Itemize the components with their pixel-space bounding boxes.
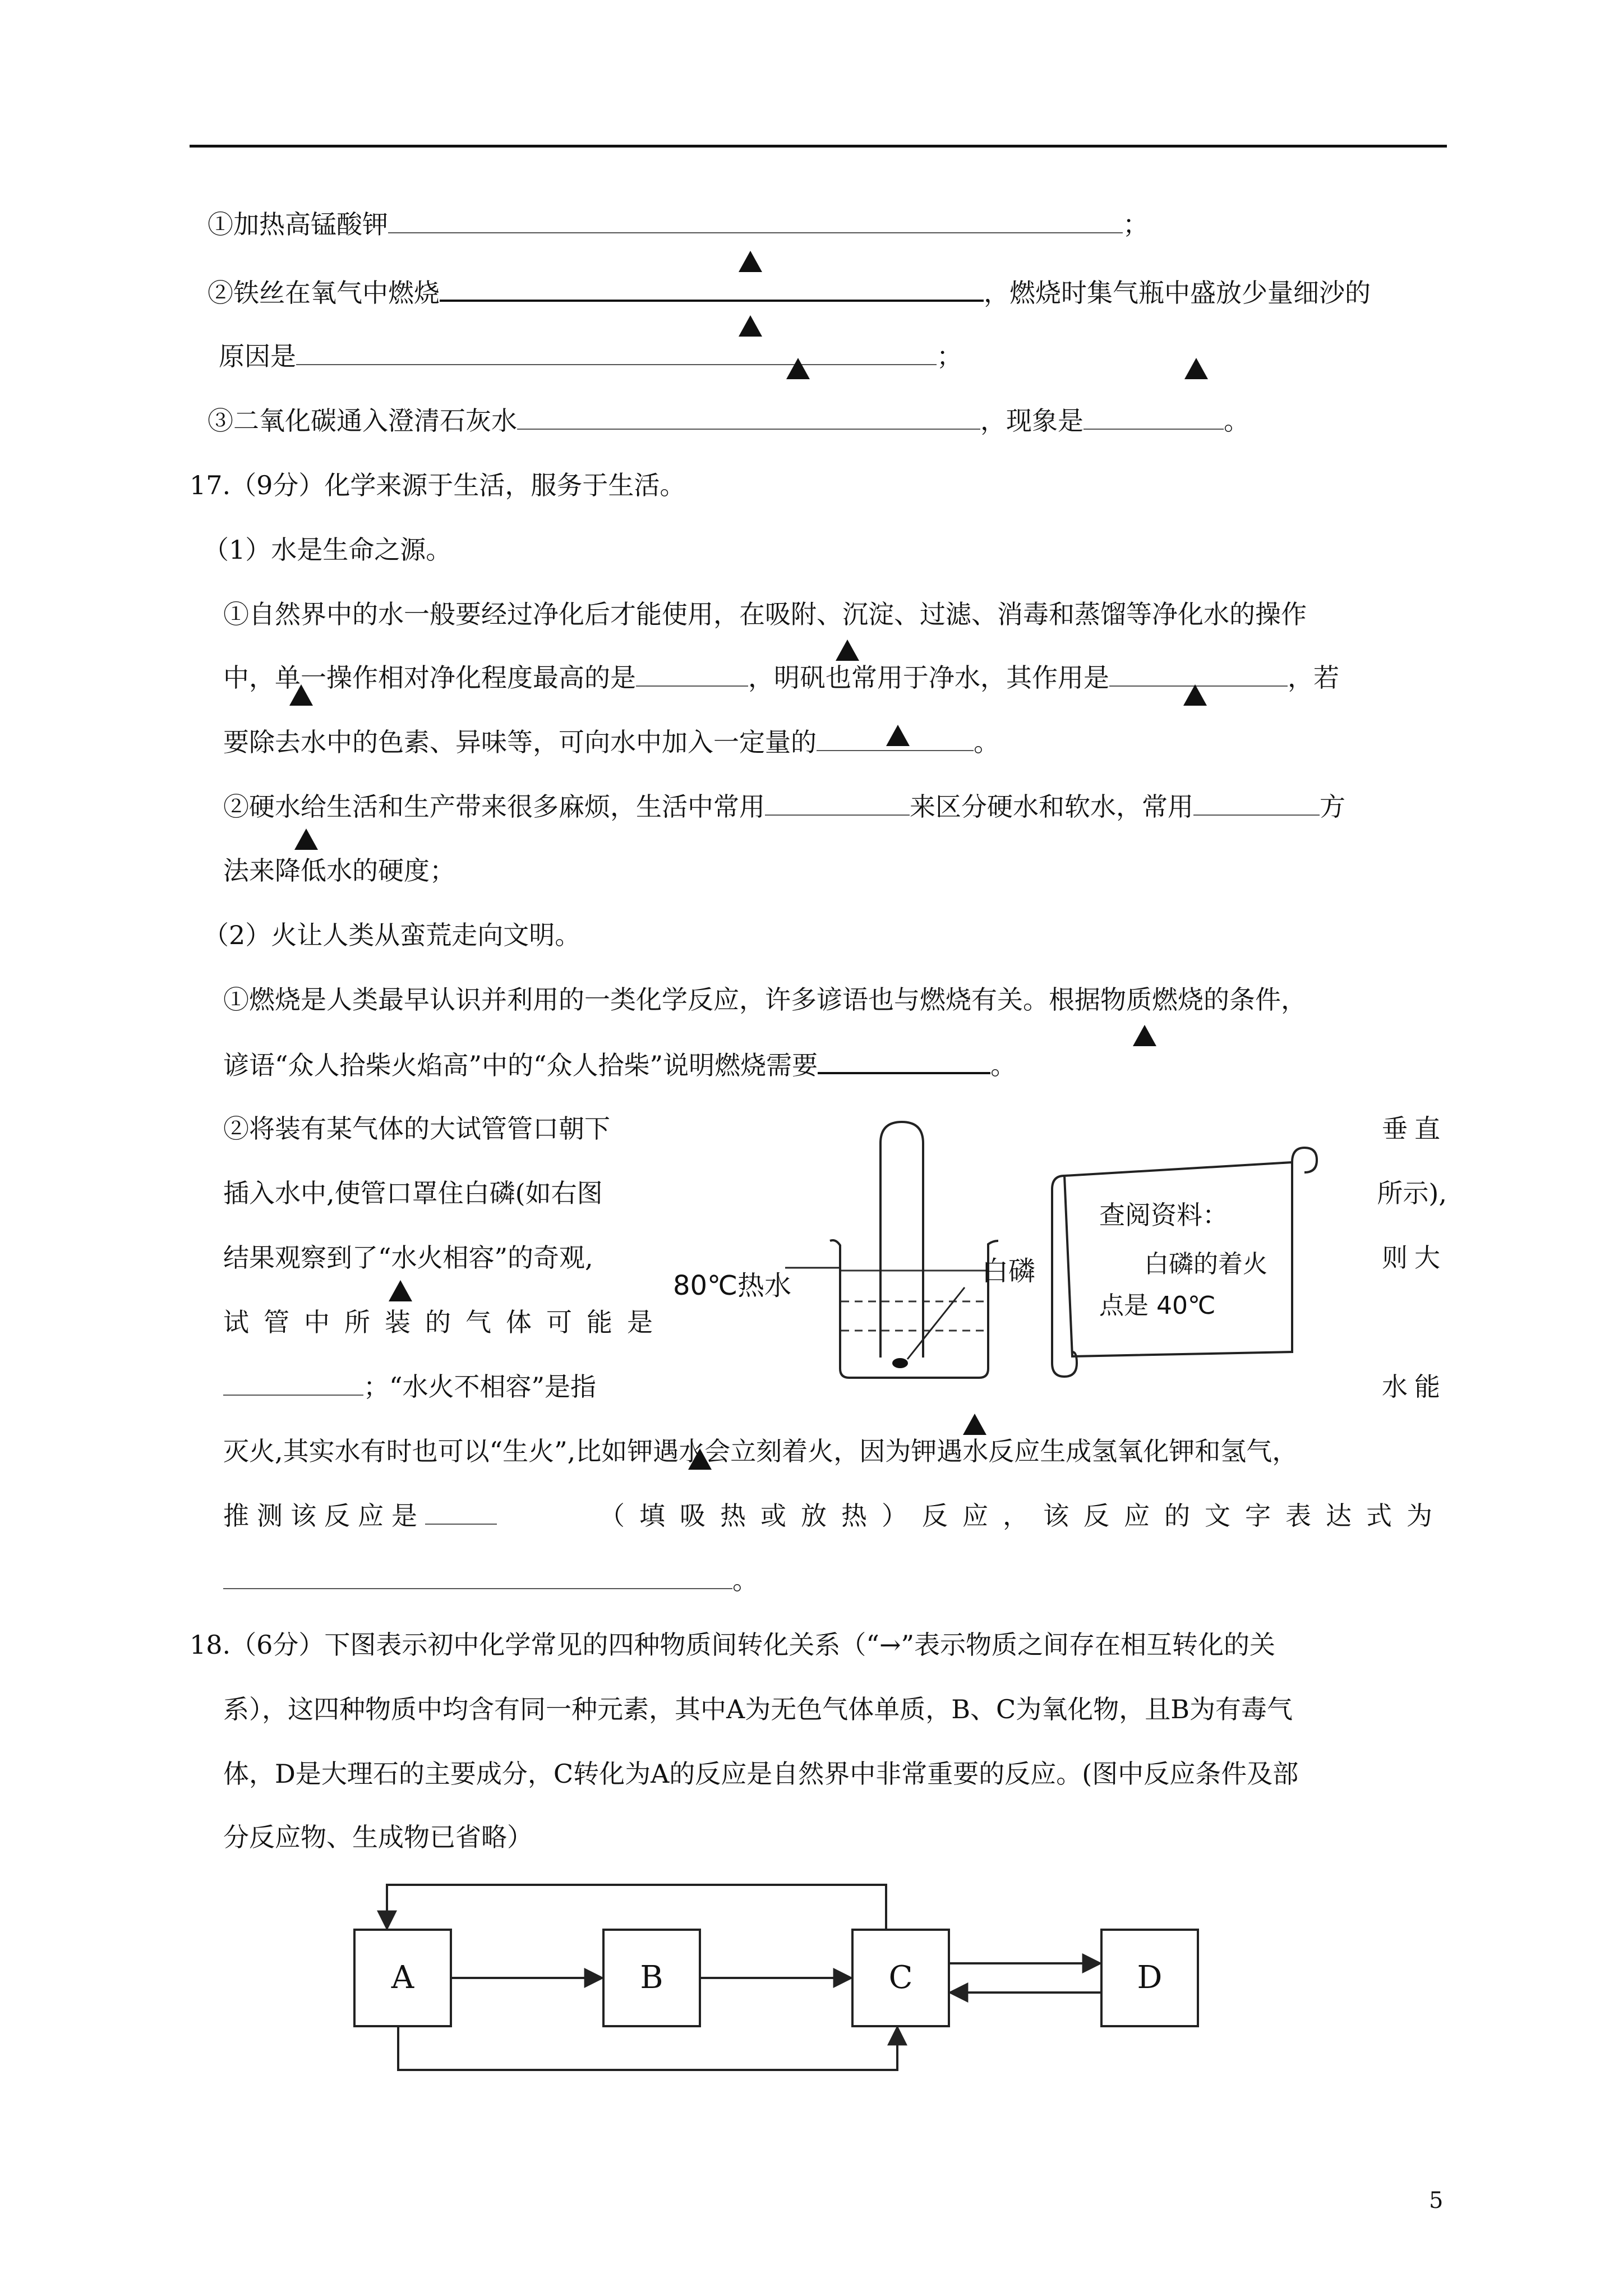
q17-p2-line-9: 推测该反应是 （填吸热或放热）反应，该反应的文字表达式为 (223, 1499, 1447, 1533)
triangle-mark (294, 829, 318, 850)
answer-blank[interactable] (388, 208, 1123, 233)
white-phosphorus (892, 1358, 908, 1368)
label-b: B (640, 1959, 663, 1996)
scroll-line-1: 白磷的着火 (1144, 1250, 1267, 1278)
scroll-title: 查阅资料： (1099, 1200, 1228, 1230)
triangle-mark (1184, 358, 1208, 379)
answer-blank[interactable] (1109, 661, 1288, 687)
q17-p2-line-2: 谚语“众人拾柴火焰高”中的“众人拾柴”说明燃烧需要 。 (223, 1047, 1016, 1082)
q17-p1-line-3: 要除去水中的色素、异味等，可向水中加入一定量的 。 (223, 725, 999, 759)
q17-p2-line-7: ；“水火不相容”是指 水能 (223, 1370, 1447, 1404)
q16-line-4: ③二氧化碳通入澄清石灰水 ，现象是 。 (208, 404, 1249, 438)
triangle-mark (836, 639, 859, 661)
answer-blank[interactable] (765, 790, 910, 816)
triangle-mark (786, 358, 810, 379)
arrow-c-a (387, 1885, 886, 1930)
q18-line-2: 系），这四种物质中均含有同一种元素，其中A为无色气体单质，B、C为氧化物，且B为有毒气 (223, 1694, 1293, 1724)
water-level-lines (841, 1271, 987, 1331)
q16-line-1: ①加热高锰酸钾 ； (208, 208, 1149, 241)
answer-blank[interactable] (223, 1370, 363, 1396)
arrow-a-c (398, 2026, 897, 2070)
test-tube (880, 1122, 923, 1358)
triangle-mark (389, 1280, 412, 1301)
q17-p2-line-10: 。 (223, 1563, 758, 1597)
q17-p2-line-8: 灭火,其实水有时也可以“生火”,比如钾遇水会立刻着火，因为钾遇水反应生成氢氧化钾和氢气， (223, 1436, 1298, 1466)
q18-line-3: 体，D是大理石的主要成分，C转化为A的反应是自然界中非常重要的反应。(图中反应条件及部 (223, 1759, 1299, 1789)
triangle-mark (886, 725, 910, 746)
white-phosphorus-figure (673, 1116, 1385, 1397)
label-a: A (391, 1959, 414, 1996)
answer-blank[interactable] (1083, 404, 1224, 430)
q17-p1-line-5: 法来降低水的硬度； (223, 855, 455, 886)
scroll-line-2: 点是 40℃ (1099, 1291, 1216, 1320)
answer-blank[interactable] (223, 1563, 732, 1589)
q17-p2-line-3: ②将装有某气体的大试管管口朝下 垂直 (223, 1114, 1447, 1144)
q16-line-3: 原因是 ； (219, 339, 962, 373)
phosphorus-label: 白磷 (981, 1255, 1036, 1287)
answer-blank[interactable] (440, 275, 984, 302)
answer-blank[interactable] (425, 1499, 497, 1525)
q17-part-1: （1）水是生命之源。 (203, 535, 452, 565)
answer-blank[interactable] (818, 1047, 990, 1074)
q18-line-1: 18.（6分）下图表示初中化学常见的四种物质间转化关系（“→”表示物质之间存在相互转化的关 (190, 1630, 1275, 1660)
answer-blank[interactable] (296, 339, 937, 365)
answer-blank[interactable] (636, 661, 748, 687)
triangle-mark (739, 315, 762, 337)
beaker (830, 1240, 998, 1378)
label-d: D (1137, 1959, 1163, 1996)
page-number: 5 (1429, 2188, 1444, 2214)
triangle-mark (739, 251, 762, 272)
q17-p1-line-1: ①自然界中的水一般要经过净化后才能使用，在吸附、沉淀、过滤、消毒和蒸馏等净化水的操作 (223, 599, 1307, 629)
triangle-mark (963, 1414, 986, 1435)
conversion-diagram (336, 1874, 1211, 2076)
q17-p2-line-4: 插入水中,使管口罩住白磷(如右图 所示), (223, 1178, 1447, 1208)
water-temp-label: 80℃热水 (673, 1270, 791, 1301)
q17-title: 17.（9分）化学来源于生活，服务于生活。 (190, 470, 686, 500)
header-rule (190, 145, 1447, 148)
q17-p1-line-2: 中，单一操作相对净化程度最高的是 ，明矾也常用于净水，其作用是 ，若 (223, 661, 1339, 694)
q16-line-2: ②铁丝在氧气中燃烧 ，燃烧时集气瓶中盛放少量细沙的 (208, 275, 1371, 310)
q17-p2-line-5: 结果观察到了“水火相容”的奇观, 则大 (223, 1243, 1447, 1273)
q17-p2-line-6: 试管中所装的气体可能是 (223, 1307, 667, 1337)
triangle-mark (1133, 1025, 1156, 1046)
q17-p2-line-1: ①燃烧是人类最早认识并利用的一类化学反应，许多谚语也与燃烧有关。根据物质燃烧的条件， (223, 984, 1307, 1015)
q17-p1-line-4: ②硬水给生活和生产带来很多麻烦，生活中常用 来区分硬水和软水，常用 方 (223, 790, 1345, 823)
answer-blank[interactable] (517, 404, 980, 430)
phosphorus-pointer (907, 1287, 965, 1359)
answer-blank[interactable] (1193, 790, 1320, 816)
triangle-mark (688, 1448, 712, 1470)
q17-part-2: （2）火让人类从蛮荒走向文明。 (203, 920, 581, 950)
q18-line-4: 分反应物、生成物已省略） (223, 1822, 533, 1852)
label-c: C (888, 1959, 913, 1996)
triangle-mark (1183, 684, 1207, 706)
triangle-mark (289, 684, 313, 706)
